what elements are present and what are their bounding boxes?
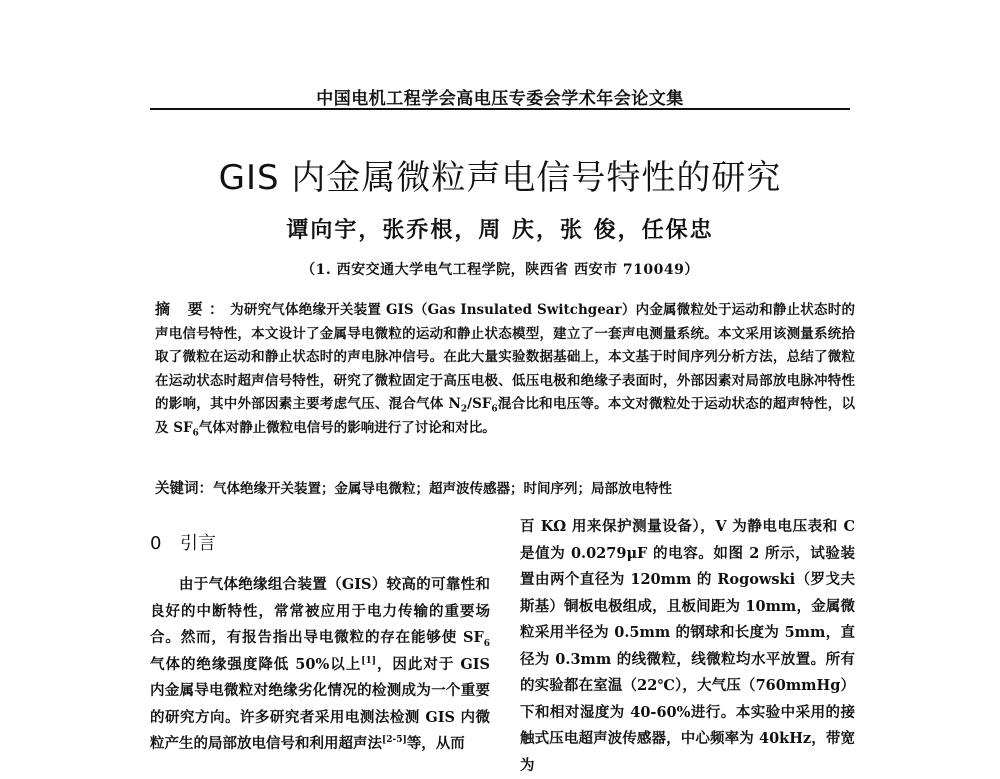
section-heading [150,528,490,560]
intro-subscript-sf6: 6 [483,638,490,649]
paper-authors: 谭向宇，张乔根，周 庆，张 俊，任保忠 [286,217,714,243]
intro-text-part-4: 等，从而 [406,735,465,752]
citation-1: [1] [361,655,376,666]
section-number: 0 [150,533,162,554]
intro-text-part-3: ，因此对于 GIS 内金属导电微粒对绝缘劣化情况的检测成为一个重要的研究方向。许多研究者采用电测法检测 GIS 内微粒产生的局部放电信号和利用超声法 [150,655,490,752]
abstract-text-part-2: /SF [467,396,492,413]
abstract-text-part-4: 气体对静止微粒电信号的影响进行了讨论和对比。 [198,419,496,436]
right-column [520,514,855,779]
abstract-text-part-1: 为研究气体绝缘开关装置 GIS（Gas Insulated Switchgear）内金属微粒处于运动和静止状态时的声电信号特性，本文设计了金属导电微粒的运动和静止状态模型，建立了一套声电测量系统。本文采用该测量系统拾取了微粒在运动和静止状态时的声电脉冲信号。在此大量实验数据基础上，本文基于时间序列分析方法，总结了微粒在运动状态时超声信号特性，研究了微粒固定于高压电极、低压电极和绝缘子表面时，外部因素对局部放电脉冲特性的影响，其中外部因素主要考虑气压、混合气体 N [155,302,855,413]
journal-header: 中国电机工程学会高电压专委会学术年会论文集 [316,89,684,109]
abstract-text-part-3: 混合比和电压等。本文对微粒处于运动状态的超声特性，以及 SF [155,396,856,436]
citation-2-5: [2-5] [382,735,407,746]
header-rule [150,108,850,110]
section-title: 引言 [180,533,216,554]
paper-affiliation: （1. 西安交通大学电气工程学院，陕西省 西安市 710049） [301,262,699,278]
paper-title: GIS 内金属微粒声电信号特性的研究 [218,158,782,198]
keywords [155,477,855,498]
intro-text-part-2: 气体的绝缘强度降低 50%以上 [150,655,362,673]
right-column-paragraph: 百 KΩ 用来保护测量设备），V 为静电电压表和 C 是值为 0.0279μF 的电容。如图 2 所示，试验装置由两个直径为 120mm 的 Rogowski（罗戈夫斯基）铜板电极组成，且板间距为 10mm，金属微粒采用半径为 0.5mm 的钢球和长度为 5mm，直径为 0.3mm 的线微粒，线微粒均水平放置。所有的实验都在室温（22℃），大气压（760mmHg）下和相对湿度为 40-60%进行。本实验中采用的接触式压电超声波传感器，中心频率为 40kHz，带宽为 [520,518,855,774]
abstract-subscript-sf6: 6 [491,405,498,416]
left-column [150,520,490,758]
abstract-subscript-sf6-2: 6 [192,428,199,439]
introduction-paragraph [150,572,490,758]
intro-text-part-1: 由于气体绝缘组合装置（GIS）较高的可靠性和良好的中断特性，常常被应用于电力传输的重要场合。然而，有报告指出导电微粒的存在能够使 SF [150,576,490,646]
keywords-text: 气体绝缘开关装置；金属导电微粒；超声波传感器；时间序列；局部放电特性 [213,481,672,497]
abstract-label: 摘 要： [155,300,231,318]
keywords-label: 关键词： [155,480,213,497]
abstract [155,298,855,441]
abstract-subscript-n2: 2 [460,405,468,416]
